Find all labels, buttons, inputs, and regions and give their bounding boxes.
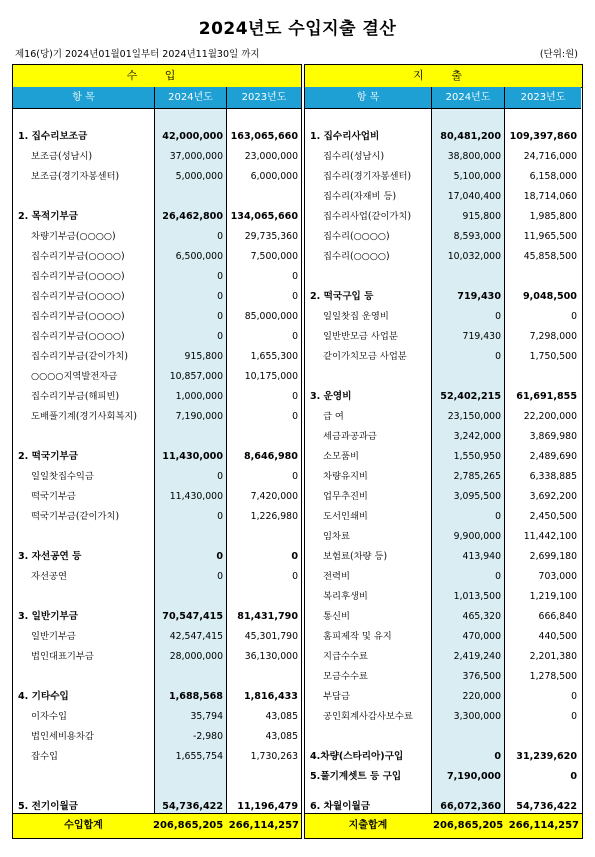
income-row	[13, 727, 301, 747]
expense-row-label: 같이가치모금 사업분	[323, 351, 407, 362]
expense-row-2023: 109,397,860	[509, 131, 577, 142]
income-row-2023: 7,500,000	[250, 251, 298, 262]
income-row-2024: 0	[217, 291, 223, 302]
income-row-label: 집수리기부금(해피빈)	[31, 391, 120, 402]
income-panel	[12, 64, 302, 839]
expense-row	[305, 307, 582, 327]
income-row-2023: 43,085	[265, 731, 298, 742]
income-2023-header: 2023년도	[226, 87, 301, 109]
expense-row-2024: 5,100,000	[453, 171, 501, 182]
expense-row-2023: 7,298,000	[529, 331, 577, 342]
expense-row-2023: 3,692,200	[529, 491, 577, 502]
income-row-label: 법인세비용차감	[31, 731, 94, 742]
expense-row-label: 복리후생비	[323, 591, 368, 602]
expense-row-label: 지급수수료	[323, 651, 368, 662]
expense-row-label: 3. 운영비	[310, 391, 352, 402]
expense-row-2024: 465,320	[462, 611, 501, 622]
expense-item-header: 항 목	[305, 87, 431, 109]
expense-row-label: 집수리(성남시)	[323, 151, 385, 162]
expense-row-2023: 18,714,060	[523, 191, 577, 202]
income-row-2024: 26,462,800	[162, 211, 223, 222]
income-row-label: 떡국기부금	[31, 491, 76, 502]
expense-row-2024: 0	[495, 511, 501, 522]
expense-row-2024: 719,430	[462, 331, 501, 342]
expense-row-label: 홈피제작 및 유지	[323, 631, 392, 642]
income-row	[13, 487, 301, 507]
income-row-2023: 0	[292, 411, 298, 422]
income-row-label: 떡국기부금(같이가치)	[31, 511, 120, 522]
income-row-label: 차량기부금(○○○○)	[31, 231, 116, 242]
income-row-2024: 42,000,000	[162, 131, 223, 142]
income-row	[13, 567, 301, 587]
expense-row-2023: 9,048,500	[522, 291, 577, 302]
expense-row-label: 5.풀기계셋트 등 구입	[310, 771, 402, 782]
income-total-2024: 206,865,205	[153, 820, 224, 831]
income-row-label: 집수리기부금(○○○○)	[31, 271, 125, 282]
expense-row	[305, 127, 582, 147]
expense-row-2024: 915,800	[462, 211, 501, 222]
expense-2024-header: 2024년도	[431, 87, 504, 109]
expense-row	[305, 347, 582, 367]
income-row-2024: 0	[217, 231, 223, 242]
expense-row-label: 집수리(○○○○)	[323, 251, 390, 262]
expense-row-2023: 11,965,500	[523, 231, 577, 242]
expense-row-2023: 1,750,500	[529, 351, 577, 362]
income-row	[13, 147, 301, 167]
income-row-label: 보조금(경기자봉센터)	[31, 171, 120, 182]
expense-row	[305, 547, 582, 567]
expense-row-label: 집수리(○○○○)	[323, 231, 390, 242]
income-row-label: 집수리기부금(같이가치)	[31, 351, 129, 362]
expense-row	[305, 147, 582, 167]
income-row	[13, 167, 301, 187]
expense-row-2023: 6,158,000	[529, 171, 577, 182]
expense-row	[305, 247, 582, 267]
expense-row	[305, 627, 582, 647]
expense-row-label: 6. 차월이월금	[310, 801, 370, 812]
income-row-2024: 0	[217, 331, 223, 342]
expense-row	[305, 287, 582, 307]
expense-row-2024: 10,032,000	[447, 251, 501, 262]
expense-row-label: 집수리(자재비 등)	[323, 191, 397, 202]
income-item-header: 항 목	[13, 87, 154, 109]
expense-row-2024: 0	[495, 351, 501, 362]
expense-row-2024: 1,550,950	[453, 451, 501, 462]
expense-row-2023: 703,000	[538, 571, 577, 582]
income-row	[13, 627, 301, 647]
expense-row-2023: 2,489,690	[529, 451, 577, 462]
income-row	[13, 647, 301, 667]
income-row-label: 집수리기부금(○○○○)	[31, 251, 125, 262]
income-row-2024: 54,736,422	[162, 801, 223, 812]
income-row-label: 3. 자선공연 등	[18, 551, 82, 562]
income-row-label: ○○○○지역발전자금	[31, 371, 118, 382]
income-row-label: 집수리기부금(○○○○)	[31, 311, 125, 322]
income-row-2023: 1,816,433	[243, 691, 298, 702]
expense-row-2023: 2,450,500	[529, 511, 577, 522]
expense-row	[305, 707, 582, 727]
expense-row-label: 보험료(차량 등)	[323, 551, 388, 562]
expense-row-2023: 3,869,980	[529, 431, 577, 442]
income-row-2024: 0	[217, 471, 223, 482]
income-row-2023: 163,065,660	[230, 131, 298, 142]
income-row-2023: 85,000,000	[244, 311, 298, 322]
income-row-2024: 11,430,000	[162, 451, 223, 462]
expense-row-2023: 61,691,855	[516, 391, 577, 402]
expense-row-2024: 0	[495, 311, 501, 322]
income-row-label: 이자수입	[31, 711, 67, 722]
expense-total-row	[305, 813, 582, 838]
expense-row-2024: 9,900,000	[453, 531, 501, 542]
expense-row-label: 부담금	[323, 691, 350, 702]
expense-row-2024: 38,800,000	[447, 151, 501, 162]
expense-row-label: 1. 집수리사업비	[310, 131, 380, 142]
expense-row-2024: 220,000	[462, 691, 501, 702]
income-row-2024: 37,000,000	[169, 151, 223, 162]
expense-row-label: 임차료	[323, 531, 350, 542]
expense-row-2024: 719,430	[457, 291, 501, 302]
income-row	[13, 747, 301, 767]
expense-row	[305, 647, 582, 667]
period-text: 제16(당)기 2024년01월01일부터 2024년11월30일 까지	[15, 49, 260, 60]
income-row-2024: 6,500,000	[175, 251, 223, 262]
expense-row	[305, 187, 582, 207]
income-row-label: 보조금(성남시)	[31, 151, 93, 162]
expense-row	[305, 527, 582, 547]
expense-row	[305, 407, 582, 427]
expense-row	[305, 327, 582, 347]
expense-row-2024: 2,785,265	[453, 471, 501, 482]
expense-row	[305, 587, 582, 607]
expense-row	[305, 427, 582, 447]
expense-row-2023: 666,840	[538, 611, 577, 622]
income-row-2023: 1,730,263	[250, 751, 298, 762]
expense-row	[305, 667, 582, 687]
income-row-label: 2. 목적기부금	[18, 211, 78, 222]
expense-row-label: 통신비	[323, 611, 350, 622]
income-row	[13, 387, 301, 407]
income-row-2024: 5,000,000	[175, 171, 223, 182]
income-row	[13, 707, 301, 727]
expense-row-2024: 3,242,000	[453, 431, 501, 442]
income-row	[13, 347, 301, 367]
income-row-2024: 0	[217, 311, 223, 322]
income-row-2023: 0	[292, 391, 298, 402]
income-row	[13, 687, 301, 707]
income-row-2024: 1,655,754	[175, 751, 223, 762]
expense-row-2024: 376,500	[462, 671, 501, 682]
income-row-2023: 1,655,300	[250, 351, 298, 362]
unit-text: (단위:원)	[539, 49, 578, 60]
expense-row-label: 공인회계사감사보수료	[323, 711, 413, 722]
expense-row-2024: 413,940	[462, 551, 501, 562]
expense-row	[305, 227, 582, 247]
income-row-2023: 29,735,360	[244, 231, 298, 242]
income-row-label: 일반기부금	[31, 631, 76, 642]
income-row-2024: -2,980	[193, 731, 223, 742]
expense-row-2024: 3,095,500	[453, 491, 501, 502]
expense-row-label: 업무추진비	[323, 491, 368, 502]
income-row-label: 자선공연	[31, 571, 67, 582]
expense-row	[305, 567, 582, 587]
expense-row	[305, 447, 582, 467]
expense-row-label: 일반반모금 사업분	[323, 331, 398, 342]
expense-total-2023: 266,114,257	[508, 820, 579, 831]
expense-row	[305, 467, 582, 487]
income-row-2024: 70,547,415	[162, 611, 223, 622]
expense-row-2024: 17,040,400	[447, 191, 501, 202]
income-row-label: 집수리기부금(○○○○)	[31, 291, 125, 302]
expense-row	[305, 207, 582, 227]
expense-total-label: 지출합계	[348, 820, 388, 831]
income-row	[13, 307, 301, 327]
income-row-2024: 915,800	[184, 351, 223, 362]
income-row	[13, 287, 301, 307]
expense-row	[305, 747, 582, 767]
income-row-2024: 1,688,568	[168, 691, 223, 702]
income-row	[13, 607, 301, 627]
income-row-2024: 0	[217, 511, 223, 522]
income-row-2023: 45,301,790	[244, 631, 298, 642]
expense-row-2023: 2,699,180	[529, 551, 577, 562]
income-row-2024: 11,430,000	[169, 491, 223, 502]
expense-row-2023: 22,200,000	[523, 411, 577, 422]
expense-row-2023: 6,338,885	[529, 471, 577, 482]
income-row-2023: 43,085	[265, 711, 298, 722]
expense-row-2023: 1,278,500	[529, 671, 577, 682]
income-row-2023: 36,130,000	[244, 651, 298, 662]
expense-row-2024: 3,300,000	[453, 711, 501, 722]
expense-row-label: 집수리(경기자봉센터)	[323, 171, 412, 182]
expense-row	[305, 767, 582, 787]
expense-row	[305, 607, 582, 627]
income-total-label: 수입합계	[64, 820, 103, 831]
income-row	[13, 507, 301, 527]
income-row-2023: 6,000,000	[250, 171, 298, 182]
income-row	[13, 127, 301, 147]
income-row-label: 3. 일반기부금	[18, 611, 78, 622]
expense-row-2023: 2,201,380	[529, 651, 577, 662]
expense-row-label: 차량유지비	[323, 471, 368, 482]
expense-row-label: 도서인쇄비	[323, 511, 368, 522]
income-row-2024: 0	[217, 271, 223, 282]
expense-row-2024: 8,593,000	[453, 231, 501, 242]
income-row-2023: 0	[292, 331, 298, 342]
expense-row-label: 4.차량(스타리아)구입	[310, 751, 404, 762]
expense-row-2024: 80,481,200	[440, 131, 501, 142]
income-row-2023: 0	[292, 271, 298, 282]
expense-row-2024: 2,419,240	[453, 651, 501, 662]
expense-row-label: 모금수수료	[323, 671, 368, 682]
expense-row-2024: 52,402,215	[440, 391, 501, 402]
expense-row-2024: 7,190,000	[446, 771, 501, 782]
expense-row-label: 소모품비	[323, 451, 359, 462]
income-row	[13, 227, 301, 247]
income-2024-header: 2024년도	[154, 87, 226, 109]
income-row-label: 집수리기부금(○○○○)	[31, 331, 125, 342]
income-row	[13, 547, 301, 567]
income-row-label: 일일찻집수익금	[31, 471, 94, 482]
income-section-header: 수 입	[13, 65, 301, 88]
expense-row-2024: 1,013,500	[453, 591, 501, 602]
expense-row-label: 2. 떡국구입 등	[310, 291, 374, 302]
expense-section-header: 지 출	[305, 65, 582, 88]
expense-row-2023: 1,219,100	[529, 591, 577, 602]
expense-2023-header: 2023년도	[504, 87, 581, 109]
expense-panel	[304, 64, 583, 839]
income-row-2023: 10,175,000	[244, 371, 298, 382]
income-row-2023: 0	[292, 571, 298, 582]
expense-row	[305, 387, 582, 407]
income-row	[13, 327, 301, 347]
expense-row-2023: 0	[571, 691, 577, 702]
income-row-2023: 0	[291, 551, 298, 562]
income-row-2023: 134,065,660	[230, 211, 298, 222]
income-row-label: 잡수입	[31, 751, 58, 762]
expense-row-2023: 1,985,800	[529, 211, 577, 222]
expense-row-label: 일일찻집 운영비	[323, 311, 389, 322]
income-row-2023: 1,226,980	[250, 511, 298, 522]
income-row	[13, 267, 301, 287]
expense-row-2023: 54,736,422	[516, 801, 577, 812]
expense-row-label: 급 여	[323, 411, 344, 422]
expense-row-2023: 11,442,100	[523, 531, 577, 542]
income-row-2023: 8,646,980	[243, 451, 298, 462]
income-total-row	[13, 813, 301, 838]
income-row-2023: 0	[292, 291, 298, 302]
income-row-2024: 28,000,000	[169, 651, 223, 662]
income-row	[13, 447, 301, 467]
income-row-label: 도배풀기계(경기사회복지)	[31, 411, 138, 422]
expense-row-2024: 0	[494, 751, 501, 762]
expense-row-2024: 66,072,360	[440, 801, 501, 812]
expense-row-2023: 0	[571, 311, 577, 322]
expense-row	[305, 167, 582, 187]
income-row-2023: 23,000,000	[244, 151, 298, 162]
expense-row-label: 집수리사업(같이가치)	[323, 211, 412, 222]
expense-row-2024: 0	[495, 571, 501, 582]
expense-row-2023: 0	[570, 771, 577, 782]
income-row-label: 4. 기타수입	[18, 691, 69, 702]
expense-total-2024: 206,865,205	[433, 820, 504, 831]
expense-row-2024: 470,000	[462, 631, 501, 642]
expense-row-2023: 45,858,500	[523, 251, 577, 262]
income-row	[13, 367, 301, 387]
expense-row-2024: 23,150,000	[447, 411, 501, 422]
expense-row	[305, 487, 582, 507]
expense-row-2023: 440,500	[538, 631, 577, 642]
income-row-2024: 10,857,000	[169, 371, 223, 382]
expense-row-label: 세금과공과금	[323, 431, 377, 442]
expense-row	[305, 507, 582, 527]
income-row-2024: 0	[217, 571, 223, 582]
income-row-2024: 1,000,000	[175, 391, 223, 402]
income-row-label: 법인대표기부금	[31, 651, 94, 662]
income-row-2023: 7,420,000	[250, 491, 298, 502]
income-row	[13, 207, 301, 227]
income-row-2024: 42,547,415	[169, 631, 223, 642]
income-row-label: 2. 떡국기부금	[18, 451, 78, 462]
income-row-2023: 81,431,790	[237, 611, 298, 622]
income-row-label: 1. 집수리보조금	[18, 131, 88, 142]
document-title: 2024년도 수입지출 결산	[198, 19, 397, 39]
income-row-2024: 0	[216, 551, 223, 562]
income-row	[13, 247, 301, 267]
expense-row-2023: 31,239,620	[516, 751, 577, 762]
income-row-2024: 35,794	[190, 711, 223, 722]
expense-row-2023: 24,716,000	[523, 151, 577, 162]
income-total-2023: 266,114,257	[228, 820, 299, 831]
expense-row-2023: 0	[571, 711, 577, 722]
income-row	[13, 467, 301, 487]
income-row	[13, 407, 301, 427]
income-row-label: 5. 전기이월금	[18, 801, 78, 812]
income-row-2023: 11,196,479	[237, 801, 298, 812]
expense-row	[305, 687, 582, 707]
expense-row-label: 전력비	[323, 571, 350, 582]
income-row-2024: 7,190,000	[175, 411, 223, 422]
income-row-2023: 0	[292, 471, 298, 482]
